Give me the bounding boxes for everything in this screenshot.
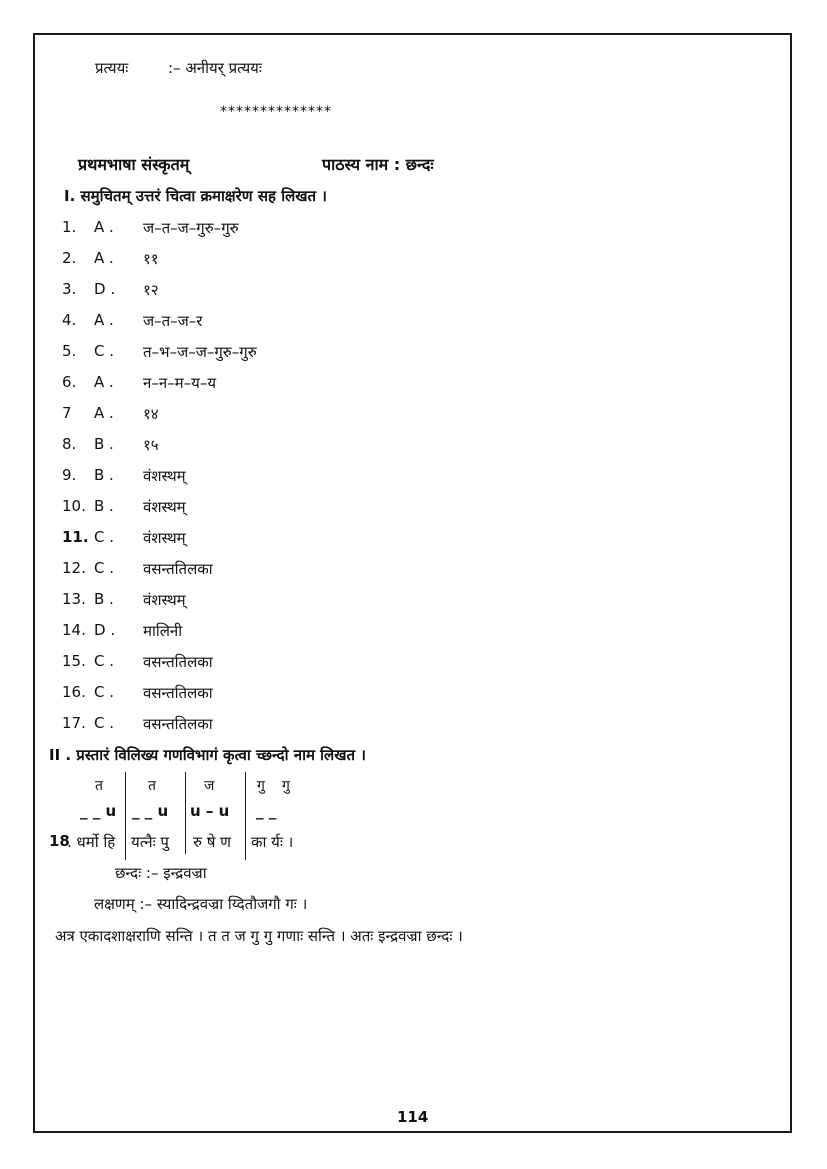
answer-text: वंशस्थम् — [143, 591, 186, 609]
answer-text: वसन्ततिलका — [143, 653, 213, 671]
syllable-group: का र्यः । — [251, 833, 294, 851]
list-item — [0, 404, 700, 428]
gana-label: त — [95, 778, 103, 794]
answer-option: C . — [94, 652, 115, 670]
answer-option: A . — [94, 404, 114, 422]
answer-text: त–भ–ज–ज–गुरु–गुरु — [143, 343, 257, 361]
gana-separator — [245, 772, 246, 860]
answer-text: ज–त–ज–र — [143, 312, 203, 330]
answer-number: 15. — [62, 652, 86, 670]
answer-option: B . — [94, 590, 114, 608]
answer-option: C . — [94, 683, 115, 701]
answer-option: D . — [94, 621, 116, 639]
subject-title: प्रथमभाषा संस्कृतम् — [78, 155, 190, 174]
list-item — [0, 621, 700, 645]
gana-separator — [125, 772, 126, 860]
list-item — [0, 466, 700, 490]
question-number: 18 — [49, 832, 70, 850]
answer-text: १२ — [143, 281, 159, 299]
list-item — [0, 652, 700, 676]
pratyaya-value: :– अनीयर् प्रत्ययः — [168, 59, 262, 77]
answer-number: 16. — [62, 683, 86, 701]
answer-text: ज–त–ज–गुरु–गुरु — [143, 219, 239, 237]
gana-label: ज — [204, 778, 215, 794]
answer-text: १४ — [143, 405, 159, 423]
meter-marks: _ _ u — [132, 802, 169, 820]
answer-number: 17. — [62, 714, 86, 732]
answer-text: वंशस्थम् — [143, 498, 186, 516]
section1-heading: I. समुचितम् उत्तरं चित्वा क्रमाक्षरेण सह लिखत । — [64, 187, 327, 205]
list-item — [0, 249, 700, 273]
syllable-group: यत्नैः पु — [131, 833, 169, 851]
answer-option: B . — [94, 435, 114, 453]
answer-option: A . — [94, 218, 114, 236]
answer-text: वसन्ततिलका — [143, 684, 213, 702]
chandah-line: छन्दः :– इन्द्रवज्रा — [115, 864, 207, 882]
list-item — [0, 342, 700, 366]
answer-option: C . — [94, 559, 115, 577]
answer-number: 11. — [62, 528, 89, 546]
explanation-line: अत्र एकादशाक्षराणि सन्ति । त त ज गु गु गणाः सन्ति । अतः इन्द्रवज्रा छन्दः । — [55, 927, 463, 945]
answer-number: 4. — [62, 311, 77, 329]
list-item — [0, 311, 700, 335]
list-item — [0, 559, 700, 583]
answer-option: A . — [94, 311, 114, 329]
answer-text: वसन्ततिलका — [143, 715, 213, 733]
answer-number: 3. — [62, 280, 77, 298]
page-number: 114 — [397, 1108, 429, 1126]
answer-number: 10. — [62, 497, 86, 515]
stars-divider: ************** — [220, 104, 332, 120]
answer-text: मालिनी — [143, 622, 183, 640]
answer-number: 8. — [62, 435, 77, 453]
answer-number: 5. — [62, 342, 77, 360]
answer-text: वसन्ततिलका — [143, 560, 213, 578]
gana-separator — [185, 772, 186, 854]
answer-text: वंशस्थम् — [143, 529, 186, 547]
answer-number: 6. — [62, 373, 77, 391]
pratyaya-label: प्रत्ययः — [95, 59, 129, 77]
answer-option: B . — [94, 466, 114, 484]
answer-option: B . — [94, 497, 114, 515]
list-item — [0, 218, 700, 242]
answer-text: १५ — [143, 436, 159, 454]
answer-option: A . — [94, 249, 114, 267]
answer-text: न–न–म–य–य — [143, 374, 217, 392]
answer-text: ११ — [143, 250, 159, 268]
answer-number: 9. — [62, 466, 77, 484]
answer-number: 12. — [62, 559, 86, 577]
gana-label: गु — [257, 778, 265, 794]
answer-option: C . — [94, 342, 115, 360]
meter-marks: _ _ u — [80, 802, 117, 820]
answer-number: 13. — [62, 590, 86, 608]
list-item — [0, 497, 700, 521]
answer-option: D . — [94, 280, 116, 298]
syllable-group: रु षे ण — [193, 833, 232, 851]
answer-number: 2. — [62, 249, 77, 267]
list-item — [0, 280, 700, 304]
meter-marks: u – u — [190, 802, 230, 820]
gana-label: गु — [282, 778, 290, 794]
answer-number: 1. — [62, 218, 77, 236]
syllable-group: . धर्मो हि — [67, 833, 116, 851]
meter-marks: _ _ — [256, 802, 277, 820]
list-item — [0, 373, 700, 397]
answer-number: 14. — [62, 621, 86, 639]
answer-option: A . — [94, 373, 114, 391]
lesson-title: पाठस्य नाम : छन्दः — [322, 155, 434, 174]
list-item — [0, 435, 700, 459]
answer-option: C . — [94, 528, 115, 546]
answer-number: 7 — [62, 404, 72, 422]
lakshanam-line: लक्षणम् :– स्यादिन्द्रवज्रा य्दितौजगौ गः । — [94, 895, 308, 913]
list-item — [0, 714, 700, 738]
section2-heading: II . प्रस्तारं विलिख्य गणविभागं कृत्वा च्छन्दो नाम लिखत । — [49, 746, 366, 764]
list-item — [0, 683, 700, 707]
list-item — [0, 528, 700, 552]
answer-option: C . — [94, 714, 115, 732]
list-item — [0, 590, 700, 614]
gana-label: त — [148, 778, 156, 794]
answer-text: वंशस्थम् — [143, 467, 186, 485]
